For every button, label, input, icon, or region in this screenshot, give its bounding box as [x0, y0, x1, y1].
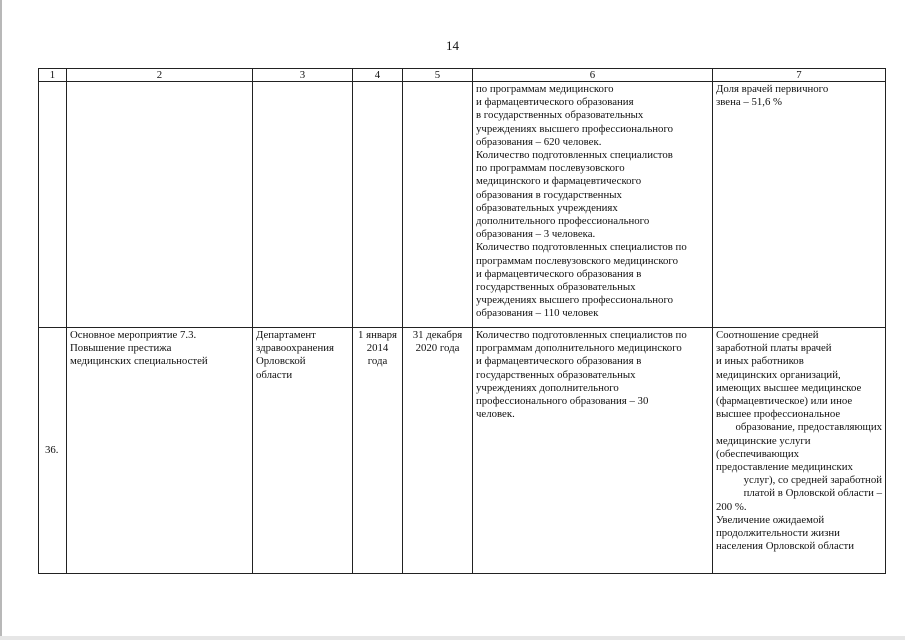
column-number-3: 3 [253, 69, 353, 82]
row2-indicator-line: (фармацевтическое) или иное [716, 395, 853, 408]
row1-result-line: образовательных учреждениях [476, 201, 618, 214]
row2-start-line: года [367, 355, 388, 368]
row2-indicator-line: платой в Орловской области – [743, 487, 882, 500]
row2-result-line: программам дополнительного медицинского [476, 342, 682, 355]
scan-bottom-edge [0, 636, 905, 640]
scan-left-edge [0, 0, 2, 640]
row1-indicator-cell [713, 82, 886, 328]
row2-executor-line: области [256, 368, 293, 381]
row1-result-line: по программам медицинского [476, 83, 614, 95]
row1-result-line: учреждениях высшего профессионального [476, 122, 673, 135]
page-number: 14 [446, 38, 459, 53]
row1-result-line: по программам послевузовского [476, 162, 625, 175]
row2-end-line: 31 декабря [412, 329, 463, 341]
row1-result-line: образования – 3 человека. [476, 228, 596, 241]
column-number-row [39, 69, 886, 82]
row1-result-line: дополнительного профессионального [476, 215, 650, 228]
row2-start-line: 2014 [366, 342, 389, 355]
row2-start-cell [353, 328, 403, 574]
row1-result-line: Количество подготовленных специалистов по [476, 241, 687, 254]
row1-result-line: образования – 620 человек. [476, 135, 602, 148]
row2-result-line: учреждениях дополнительного [476, 381, 619, 394]
row2-indicator-line: высшее профессиональное [716, 408, 841, 421]
row1-result-line: государственных образовательных [476, 281, 636, 294]
row2-executor-line: здравоохранения [256, 342, 334, 355]
row1-result-line: медицинского и фармацевтического [476, 175, 642, 188]
column-number-1: 1 [39, 69, 67, 82]
row1-result-line: учреждениях высшего профессионального [476, 294, 673, 307]
row2-executor-cell [253, 328, 353, 574]
table-row-continuation [39, 82, 886, 328]
row2-event-line: медицинских специальностей [70, 355, 208, 368]
row1-result-line: и фармацевтического образования [476, 96, 634, 109]
row2-number-cell: 36. [39, 328, 67, 574]
row2-event-line: Основное мероприятие 7.3. [70, 329, 197, 341]
row2-indicator-line: предоставление медицинских [716, 461, 853, 474]
column-number-6: 6 [473, 69, 713, 82]
row2-indicator-line: Увеличение ожидаемой [716, 513, 825, 526]
program-table [38, 68, 886, 574]
row2-indicator-line: (обеспечивающих [716, 447, 800, 460]
row1-result-line: образования в государственных [476, 188, 622, 201]
column-number-7: 7 [713, 69, 886, 82]
row2-indicator-line: и иных работников [716, 355, 804, 368]
row2-indicator-line: Соотношение средней [716, 329, 819, 341]
row2-event-cell [67, 328, 253, 574]
row2-event-line: Повышение престижа [70, 342, 172, 355]
row1-result-line: в государственных образовательных [476, 109, 644, 122]
row2-indicator-line: медицинские услуги [716, 434, 811, 447]
row2-indicator-line: продолжительности жизни [716, 527, 840, 540]
row2-indicator-line: услуг), со средней заработной [743, 474, 882, 487]
row2-indicator-line: образование, предоставляющих [735, 421, 882, 434]
row2-result-line: государственных образовательных [476, 368, 636, 381]
row2-executor-line: Департамент [256, 329, 316, 341]
row1-indicator-line: звена – 51,6 % [716, 96, 783, 109]
row2-indicator-cell [713, 328, 886, 574]
table-row-36 [39, 328, 886, 574]
row2-indicator-line: медицинских организаций, [716, 368, 841, 381]
row2-indicator-line: населения Орловской области [716, 540, 855, 553]
row2-indicator-line: имеющих высшее медицинское [716, 381, 862, 394]
row1-start-cell [353, 82, 403, 328]
row1-indicator-line: Доля врачей первичного [716, 83, 829, 95]
row2-indicator-line: 200 %. [716, 500, 747, 513]
row2-result-line: и фармацевтического образования в [476, 355, 642, 368]
row1-result-cell [473, 82, 713, 328]
row1-end-cell [403, 82, 473, 328]
column-number-5: 5 [403, 69, 473, 82]
row2-result-line: Количество подготовленных специалистов по [476, 329, 687, 341]
row2-executor-line: Орловской [256, 355, 306, 368]
row2-result-cell [473, 328, 713, 574]
row1-number-cell [39, 82, 67, 328]
row1-result-line: образования – 110 человек [476, 307, 599, 320]
row1-executor-cell [253, 82, 353, 328]
row1-event-cell [67, 82, 253, 328]
row1-result-line: программам послевузовского медицинского [476, 254, 678, 267]
row2-result-line: человек. [476, 408, 515, 421]
column-number-4: 4 [353, 69, 403, 82]
row2-result-line: профессионального образования – 30 [476, 395, 649, 408]
row2-end-line: 2020 года [415, 342, 460, 355]
row2-indicator-line: заработной платы врачей [716, 342, 832, 355]
column-number-2: 2 [67, 69, 253, 82]
row1-result-line: Количество подготовленных специалистов [476, 149, 673, 162]
row2-end-cell [403, 328, 473, 574]
row2-start-line: 1 января [358, 329, 397, 341]
row1-result-line: и фармацевтического образования в [476, 267, 642, 280]
